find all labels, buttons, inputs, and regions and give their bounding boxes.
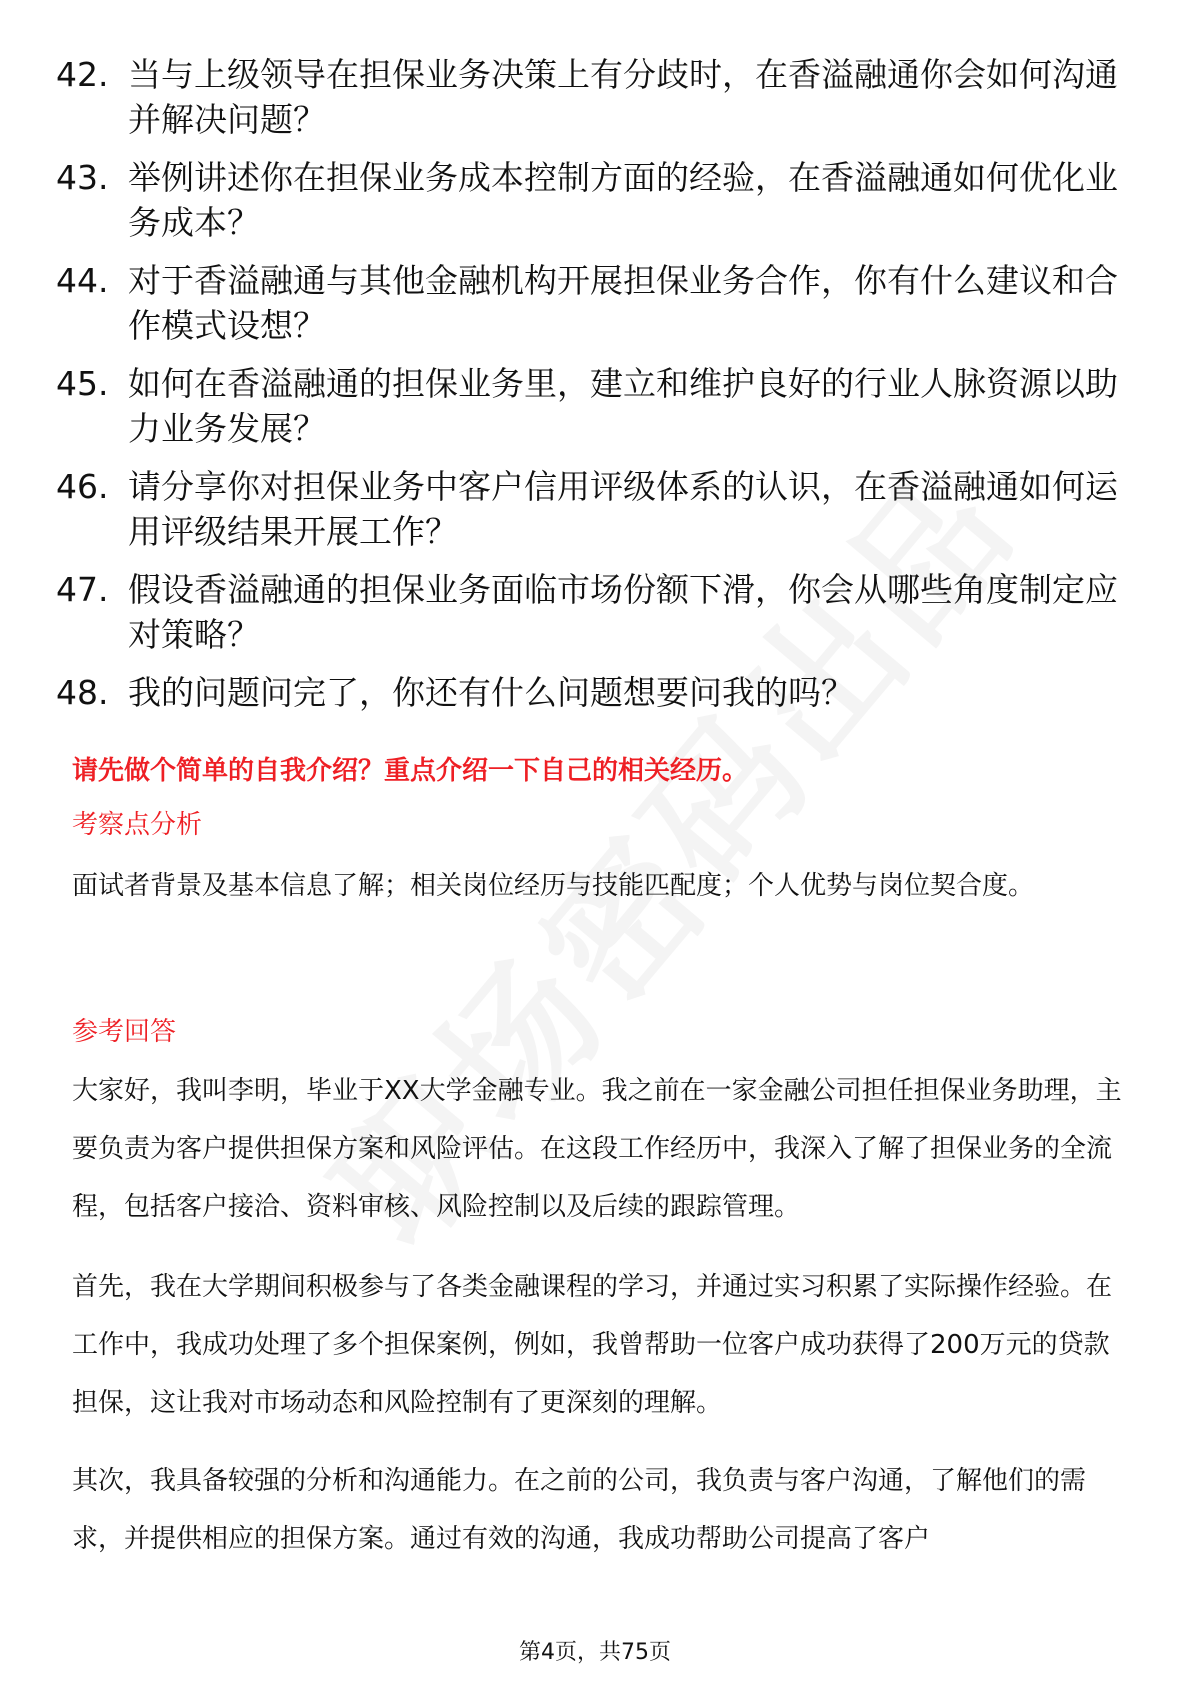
question-text: 对于香溢融通与其他金融机构开展担保业务合作，你有什么建议和合作模式设想？: [128, 261, 1118, 345]
page-footer: 第4页，共75页: [519, 1640, 671, 1665]
question-text: 举例讲述你在担保业务成本控制方面的经验，在香溢融通如何优化业务成本？: [128, 158, 1118, 242]
analysis-text: 面试者背景及基本信息了解；相关岗位经历与技能匹配度；个人优势与岗位契合度。: [72, 871, 1035, 901]
question-item: [56, 670, 1136, 715]
question-text: 假设香溢融通的担保业务面临市场份额下滑，你会从哪些角度制定应对策略？: [128, 570, 1118, 654]
answer-paragraph-2: 首先，我在大学期间积极参与了各类金融课程的学习，并通过实习积累了实际操作经验。在工作中，我成功处理了多个担保案例，例如，我曾帮助一位客户成功获得了200万元的贷款担保，这让我对市场动态和风险控制有了更深刻的理解。: [72, 1272, 1113, 1418]
question-number: 44.: [56, 261, 109, 300]
answer-paragraph-1: 大家好，我叫李明，毕业于XX大学金融专业。我之前在一家金融公司担任担保业务助理，主要负责为客户提供担保方案和风险评估。在这段工作经历中，我深入了解了担保业务的全流程，包括客户接洽、资料审核、风险控制以及后续的跟踪管理。: [72, 1076, 1122, 1222]
question-text: 我的问题问完了，你还有什么问题想要问我的吗？: [128, 673, 854, 712]
question-number: 43.: [56, 158, 109, 197]
question-number: 42.: [56, 55, 109, 94]
question-number: 45.: [56, 364, 109, 403]
question-text: 当与上级领导在担保业务决策上有分歧时，在香溢融通你会如何沟通并解决问题？: [128, 55, 1118, 139]
question-number: 47.: [56, 570, 109, 609]
question-number: 48.: [56, 673, 109, 712]
question-text: 请分享你对担保业务中客户信用评级体系的认识，在香溢融通如何运用评级结果开展工作？: [128, 467, 1118, 551]
answer-paragraph-3: 其次，我具备较强的分析和沟通能力。在之前的公司，我负责与客户沟通，了解他们的需求，并提供相应的担保方案。通过有效的沟通，我成功帮助公司提高了客户: [72, 1466, 1087, 1554]
question-item: [56, 464, 1136, 554]
answer-heading: 参考回答: [72, 1017, 177, 1047]
question-item: [56, 361, 1136, 451]
question-number: 46.: [56, 467, 109, 506]
question-item: [56, 155, 1136, 245]
question-text: 如何在香溢融通的担保业务里，建立和维护良好的行业人脉资源以助力业务发展？: [128, 364, 1118, 448]
analysis-heading: 考察点分析: [72, 810, 203, 840]
question-item: [56, 52, 1136, 142]
question-item: [56, 258, 1136, 348]
question-list: [56, 52, 1136, 728]
intro-question-title: 请先做个简单的自我介绍？重点介绍一下自己的相关经历。: [72, 756, 749, 786]
question-item: [56, 567, 1136, 657]
